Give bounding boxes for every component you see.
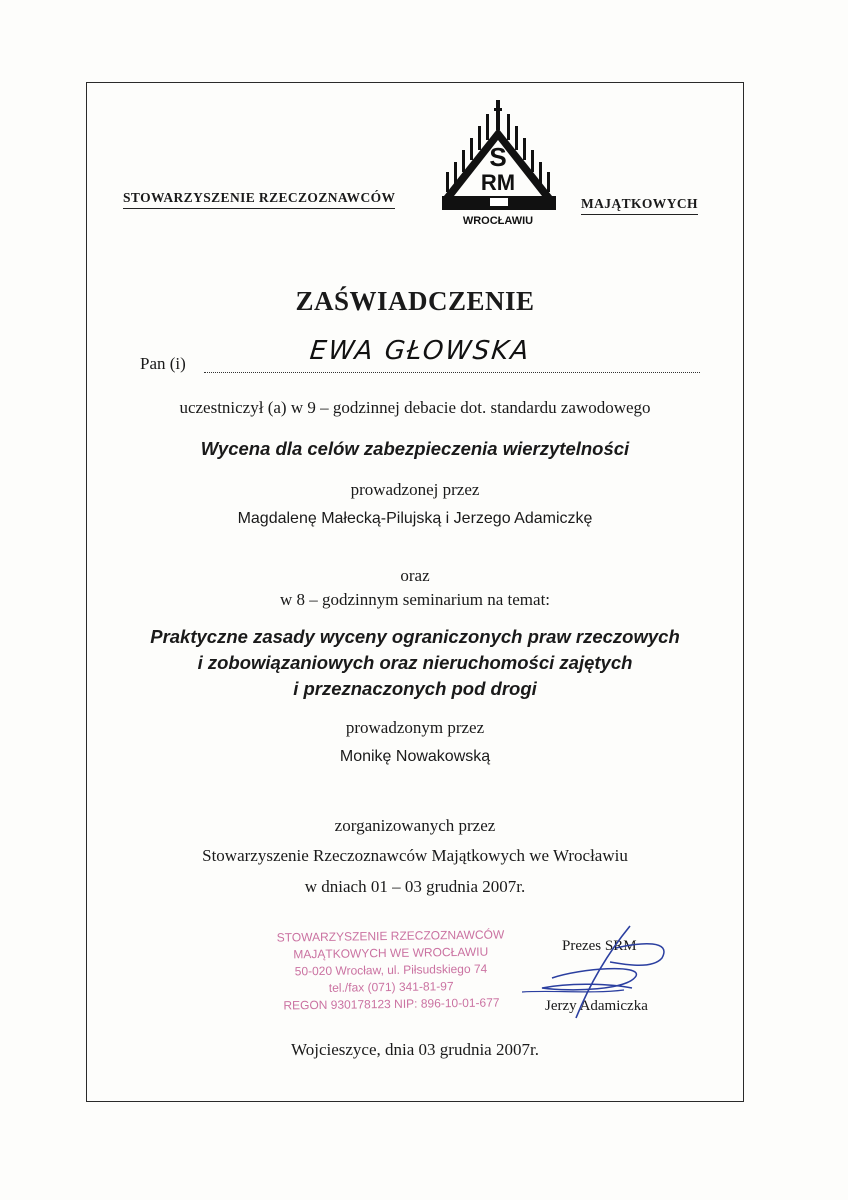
header-right: MAJĄTKOWYCH [581,196,698,215]
organized-label: zorganizowanych przez [334,816,496,835]
stamp-line: tel./fax (071) 341-81-97 [328,979,454,995]
event-dates: w dniach 01 – 03 grudnia 2007r. [304,877,526,896]
led-by-names-1: Magdalenę Małecką-Pilujską i Jerzego Adamiczkę [237,510,593,527]
seminar-line: w 8 – godzinnym seminarium na temat: [279,590,551,609]
header-left: STOWARZYSZENIE RZECZOZNAWCÓW [123,190,395,209]
signatory-name: Jerzy Adamiczka [545,998,648,1014]
stamp-line: MAJĄTKOWYCH WE WROCŁAWIU [293,944,489,962]
stamp-line: STOWARZYSZENIE RZECZOZNAWCÓW [276,927,505,945]
logo-letters-rm: RM [480,170,516,195]
led-by-label-1: prowadzonej przez [350,480,480,499]
stamp-line: REGON 930178123 NIP: 896-10-01-677 [283,995,500,1013]
recipient-label: Pan (i) [140,354,186,373]
srm-logo [440,100,558,228]
signatory-title: Prezes SRM [562,938,637,954]
topic-seminar-line-1: Praktyczne zasady wyceny ograniczonych praw rzeczowych [150,626,680,647]
logo-letter-s: S [489,142,507,172]
led-by-label-2: prowadzonym przez [345,718,485,737]
topic-seminar-line-2: i zobowiązaniowych oraz nieruchomości zajętych [197,652,633,673]
organization-stamp [267,926,514,1014]
stamp-line: 50-020 Wrocław, ul. Piłsudskiego 74 [294,961,488,979]
logo-city: WROCŁAWIU [462,215,534,227]
oraz-text: oraz [400,566,430,585]
topic-seminar-line-3: i przeznaczonych pod drogi [293,678,537,699]
handwritten-signature [512,918,682,1028]
participation-line: uczestniczył (a) w 9 – godzinnej debacie dot. standardu zawodowego [179,398,651,417]
page-title: ZAŚWIADCZENIE [295,286,535,316]
led-by-names-2: Monikę Nowakowską [339,748,491,765]
place-and-date: Wojcieszyce, dnia 03 grudnia 2007r. [291,1040,539,1059]
recipient-dotted-line [204,372,700,373]
organizer-name: Stowarzyszenie Rzeczoznawców Majątkowych we Wrocławiu [202,846,628,865]
recipient-name-handwritten: EWA GŁOWSKA [308,336,532,366]
topic-debate: Wycena dla celów zabezpieczenia wierzytelności [200,438,630,459]
